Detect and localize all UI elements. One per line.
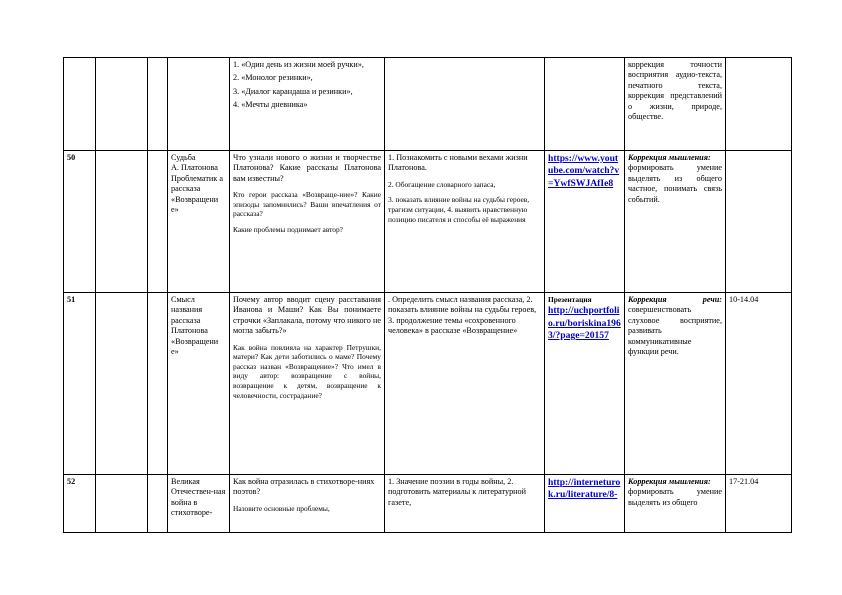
cell-num bbox=[64, 58, 96, 151]
cell-correction bbox=[625, 58, 726, 151]
cell-empty bbox=[148, 475, 168, 533]
table-row bbox=[64, 475, 792, 533]
video-link[interactable]: https://www.youtube.com/watch?v=YwfSWJAfIe8 bbox=[548, 153, 620, 189]
cell-empty bbox=[148, 58, 168, 151]
cell-tasks bbox=[385, 475, 545, 533]
cell-resource bbox=[545, 58, 625, 151]
question: Почему автор вводит сцену расставания Иванова и Маши? Как Вы понимаете строчки «Заплакала, потому что никого не могла забыть?» bbox=[233, 295, 381, 336]
correction-text: совершенствовать слуховое восприятие, развивать коммуникативные функции речи. bbox=[628, 305, 722, 357]
cell-empty bbox=[148, 293, 168, 475]
topic-text: Великая Отечествен-ная война в стихотворе- bbox=[171, 477, 226, 518]
cell-questions bbox=[230, 58, 385, 151]
cell-questions bbox=[230, 475, 385, 533]
cell-topic bbox=[168, 293, 230, 475]
correction-text: формировать умение выделять из общего частное, понимать связь событий. bbox=[628, 163, 722, 204]
cell-date: 17-21.04 bbox=[726, 475, 792, 533]
topic-text: Смысл названия рассказа Платонова «Возвращени е» bbox=[171, 295, 219, 357]
list-item: 1. «Один день из жизни моей ручки», bbox=[233, 60, 364, 69]
table-row bbox=[64, 293, 792, 475]
correction-text: формировать умение выделять из общего bbox=[628, 487, 722, 507]
question: Как война отразилась в стихотворе-ниях поэтов? bbox=[233, 477, 375, 497]
cell-resource bbox=[545, 293, 625, 475]
cell-empty bbox=[96, 293, 148, 475]
correction-text: коррекция точности восприятия аудио-текста, печатного текста, коррекция представлений о жизни, природе, обществе. bbox=[628, 60, 722, 122]
cell-correction bbox=[625, 151, 726, 293]
cell-tasks bbox=[385, 58, 545, 151]
cell-num: 50 bbox=[64, 151, 96, 293]
cell-topic bbox=[168, 475, 230, 533]
cell-resource bbox=[545, 151, 625, 293]
cell-questions bbox=[230, 293, 385, 475]
correction-title: Коррекция речи: bbox=[628, 295, 722, 304]
task: . Определить смысл названия рассказа, 2. показать влияние войны на судьбы героев, 3. продолжение темы «сохровенного человека» в рассказе «Возвращение» bbox=[388, 295, 537, 336]
correction-title: Коррекция мышления: bbox=[628, 477, 711, 486]
question: Какие проблемы поднимает автор? bbox=[233, 225, 343, 234]
cell-num: 52 bbox=[64, 475, 96, 533]
resource-label: Презентация bbox=[548, 295, 592, 304]
question: Как война повлияла на характер Петрушки, матери? Как дети заботились о маме? Почему рассказ назван «Возвращение»? Что имел в виду автор: возвращение с войны, возвращение к детям, возвращение к человечности, сострадание? bbox=[233, 342, 381, 400]
cell-tasks bbox=[385, 293, 545, 475]
table-row bbox=[64, 151, 792, 293]
task: 3. показать влияние войны на судьбы героев, трагизм ситуации, 4. выявить нравственную позицию писателя и способы её выражения bbox=[388, 195, 530, 224]
cell-topic bbox=[168, 151, 230, 293]
list-item: 3. «Диалог карандаша и резинки», bbox=[233, 86, 353, 96]
question: Назовите основные проблемы, bbox=[233, 503, 330, 513]
cell-resource bbox=[545, 475, 625, 533]
cell-topic bbox=[168, 58, 230, 151]
cell-correction bbox=[625, 475, 726, 533]
cell-empty bbox=[148, 151, 168, 293]
question: Что узнали нового о жизни и творчестве Платонова? Какие рассказы Платонова вам известны? bbox=[233, 153, 381, 183]
lesson-link[interactable]: http://interneturok.ru/literature/8- bbox=[548, 477, 621, 501]
cell-num: 51 bbox=[64, 293, 96, 475]
cell-date: 10-14.04 bbox=[726, 293, 792, 475]
cell-date bbox=[726, 151, 792, 293]
cell-date bbox=[726, 58, 792, 151]
topic-line: Судьба bbox=[171, 153, 196, 162]
cell-empty bbox=[96, 58, 148, 151]
question: Кто герои рассказа «Возвраще-ние»? Какие эпизоды запомнились? Ваши впечатления от рассказа? bbox=[233, 190, 381, 219]
topic-line: Проблематик а рассказа «Возвращени е» bbox=[171, 173, 223, 215]
lesson-plan-table bbox=[63, 57, 792, 533]
topic-line: А. Платонова bbox=[171, 163, 218, 173]
presentation-link[interactable]: http://uchportfolio.ru/boriskina1963/?page=20157 bbox=[548, 305, 621, 342]
task: 1. Значение поэзии в годы войны, 2. подготовить материалы к литературной газете, bbox=[388, 477, 527, 507]
cell-empty bbox=[96, 151, 148, 293]
cell-empty bbox=[96, 475, 148, 533]
list-item: 2. «Монолог резинки», bbox=[233, 73, 313, 83]
task: 1. Познакомить с новыми вехами жизни Платонова. bbox=[388, 153, 528, 173]
correction-title: Коррекция мышления: bbox=[628, 153, 711, 162]
cell-correction bbox=[625, 293, 726, 475]
table-row bbox=[64, 58, 792, 151]
task: 2. Обогащение словарного запаса, bbox=[388, 179, 496, 189]
list-item: 4. «Мечты дневника» bbox=[233, 100, 308, 110]
cell-tasks bbox=[385, 151, 545, 293]
cell-questions bbox=[230, 151, 385, 293]
